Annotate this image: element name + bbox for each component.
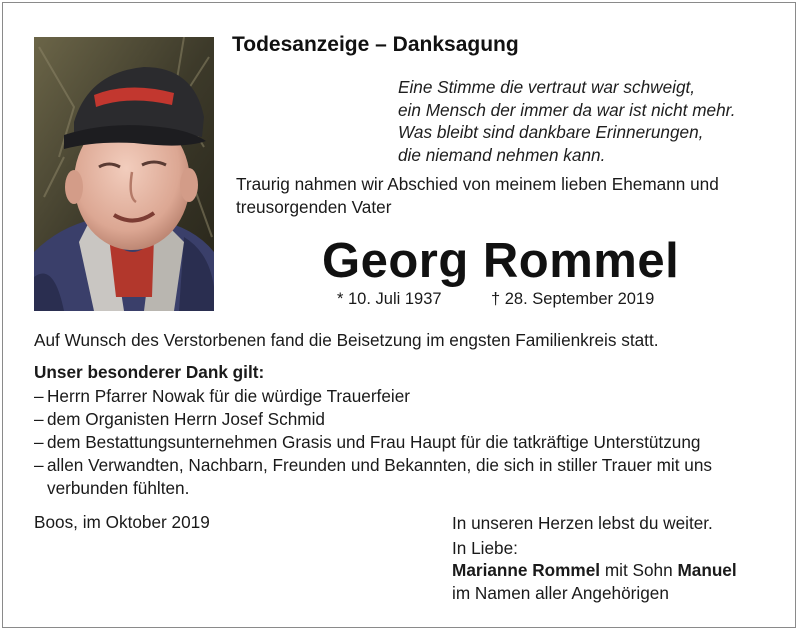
thanks-item: – Herrn Pfarrer Nowak für die würdige Trauerfeier: [34, 385, 774, 408]
with-son-text: mit Sohn: [600, 560, 678, 580]
poem-line: Eine Stimme die vertraut war schweigt,: [398, 77, 696, 97]
closing-line: In Liebe:: [452, 537, 518, 558]
thanks-list: [34, 385, 774, 500]
birth-date: * 10. Juli 1937: [337, 290, 442, 308]
thanks-heading: Unser besonderer Dank gilt:: [34, 362, 265, 382]
closing-line: In unseren Herzen lebst du weiter.: [452, 513, 713, 533]
mourners-line: [452, 559, 782, 582]
memorial-poem: [398, 76, 736, 166]
poem-line: die niemand nehmen kann.: [398, 144, 606, 165]
place-date: Boos, im Oktober 2019: [34, 512, 210, 532]
burial-notice: Auf Wunsch des Verstorbenen fand die Beisetzung im engsten Familienkreis statt.: [34, 330, 659, 350]
death-date: † 28. September 2019: [491, 290, 655, 308]
portrait-photo: [34, 37, 214, 311]
notice-heading: Todesanzeige – Danksagung: [232, 33, 519, 56]
son-name: Manuel: [677, 560, 737, 580]
widow-name: Marianne Rommel: [452, 560, 601, 580]
intro-text: Traurig nahmen wir Abschied von meinem lieben Ehemann und treusorgenden Vater: [236, 174, 719, 217]
closing-block: [452, 512, 782, 604]
poem-line: Was bleibt sind dankbare Erinnerungen,: [398, 122, 704, 142]
deceased-name: Georg Rommel: [322, 234, 680, 288]
thanks-item: – dem Bestattungsunternehmen Grasis und Frau Haupt für die tatkräftige Unterstützung: [34, 431, 774, 454]
thanks-item: – dem Organisten Herrn Josef Schmid: [34, 408, 774, 431]
poem-line: ein Mensch der immer da war ist nicht mehr.: [398, 99, 736, 120]
closing-line: im Namen aller Angehörigen: [452, 582, 669, 603]
thanks-item: – allen Verwandten, Nachbarn, Freunden und Bekannten, die sich in stiller Trauer mit uns verbunden fühlten.: [34, 454, 774, 500]
